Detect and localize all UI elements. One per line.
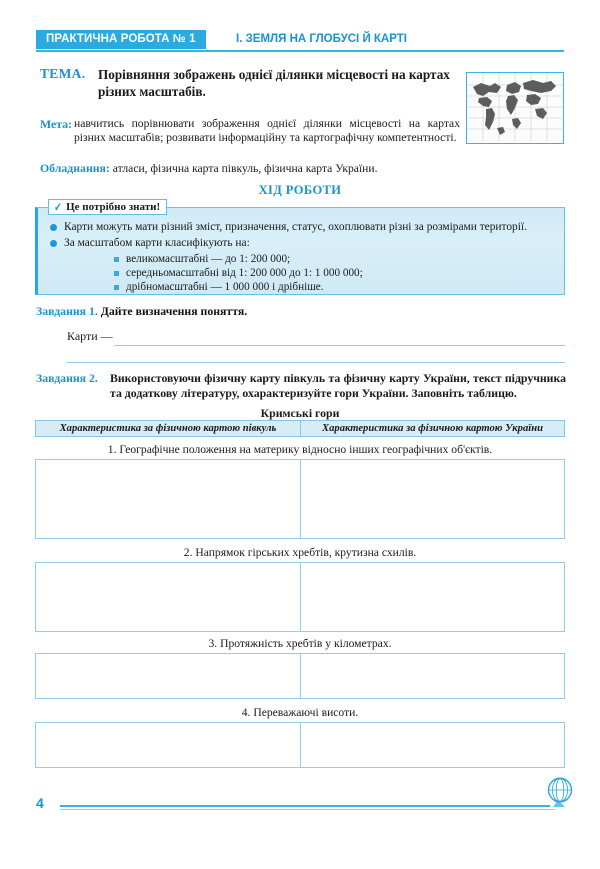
row-caption-2: 2. Напрямок гірських хребтів, крутизна схилів. [183,546,417,559]
work-procedure-heading: ХІД РОБОТИ [258,183,342,197]
topic-label: ТЕМА. [40,66,86,81]
bullet-round-icon [50,240,57,247]
footer-divider-bottom [60,809,555,810]
row-caption-4: 4. Переважаючі висоти. [241,706,359,719]
header-divider [36,50,564,52]
task-2-label: Завдання 2. [36,371,98,385]
answer-cell-right-4[interactable] [300,723,564,767]
need-to-know-list [50,220,556,295]
list-item [50,236,556,251]
equipment-block [40,161,540,176]
answer-cell-right-3[interactable] [300,654,564,698]
list-item [50,220,556,235]
row-caption-3: 3. Протяжність хребтів у кілометрах. [208,637,392,650]
answer-cell-right-2[interactable] [300,563,564,631]
list-item [114,266,556,280]
table-row [35,459,565,539]
equipment-label: Обладнання: [40,161,110,175]
topic-row [40,66,460,100]
column-header-hemispheres: Характеристика за фізичною картою півкуль [59,423,277,434]
need-to-know-box [35,207,565,295]
page-number: 4 [36,795,44,811]
column-header-ukraine: Характеристика за фізичною картою України [300,421,564,436]
equipment-text: атласи, фізична карта півкуль, фізична карта України. [109,162,378,175]
topic-text: Порівняння зображень однієї ділянки місцевості на картах різних масштабів. [98,67,450,99]
list-item-text: великомасштабні — до 1: 200 000; [126,253,291,265]
task-1-answer-line-1[interactable] [115,345,565,346]
table-row [35,653,565,699]
page-header [36,30,564,49]
bullet-round-icon [50,224,57,231]
task-2-text: Використовуючи фізичну карту півкуль та фізичну карту України, текст підручника та додаткову літературу, охарактеризуйте гори України. Заповніть таблицю. [110,371,566,400]
need-to-know-tab [48,199,167,215]
list-item-text: За масштабом карти класифікують на: [64,237,250,249]
bullet-square-icon [114,271,119,276]
bullet-square-icon [114,257,119,262]
task-1 [36,304,566,319]
world-map-thumbnail [466,72,564,144]
need-to-know-label: Це потрібно знати! [66,200,161,213]
chapter-title: I. ЗЕМЛЯ НА ГЛОБУСІ Й КАРТІ [236,33,407,45]
task-1-label: Завдання 1. [36,304,98,318]
list-item-text: середньомасштабні від 1: 200 000 до 1: 1 000 000; [126,267,363,280]
list-item [114,252,556,266]
table-row [35,562,565,632]
task-2 [36,371,566,401]
globe-icon [543,776,577,812]
answer-cell-left-1[interactable] [36,460,300,538]
scale-classification-list [114,252,556,295]
goal-label: Мета: [40,117,72,131]
check-icon: ✓ [54,200,63,214]
list-item-text: Карти можуть мати різний зміст, призначення, статус, охоплювати різні за розмірами території. [64,221,527,233]
answer-cell-left-2[interactable] [36,563,300,631]
row-caption-1: 1. Географічне положення на материку відносно інших географічних об'єктів. [107,443,493,456]
answer-cell-right-1[interactable] [300,460,564,538]
goal-block [40,117,460,145]
list-item [114,280,556,294]
answer-cell-left-4[interactable] [36,723,300,767]
bullet-square-icon [114,285,119,290]
table-header-row [35,420,565,437]
table-title: Кримські гори [260,406,340,420]
practical-work-tag: ПРАКТИЧНА РОБОТА № 1 [36,30,206,49]
task-1-answer-prefix: Карти — [67,329,113,343]
goal-text: навчитись порівнювати зображення однієї ділянки місцевості на картах різних масштабів; розвивати інформаційну та картографічну компетентності. [74,117,460,145]
answer-cell-left-3[interactable] [36,654,300,698]
task-1-text: Дайте визначення поняття. [97,304,248,318]
task-1-answer-line-2[interactable] [67,362,565,363]
world-map-image [467,73,562,142]
table-row [35,722,565,768]
list-item-text: дрібномасштабні — 1 000 000 і дрібніше. [126,281,324,294]
footer-divider-top [60,805,550,807]
